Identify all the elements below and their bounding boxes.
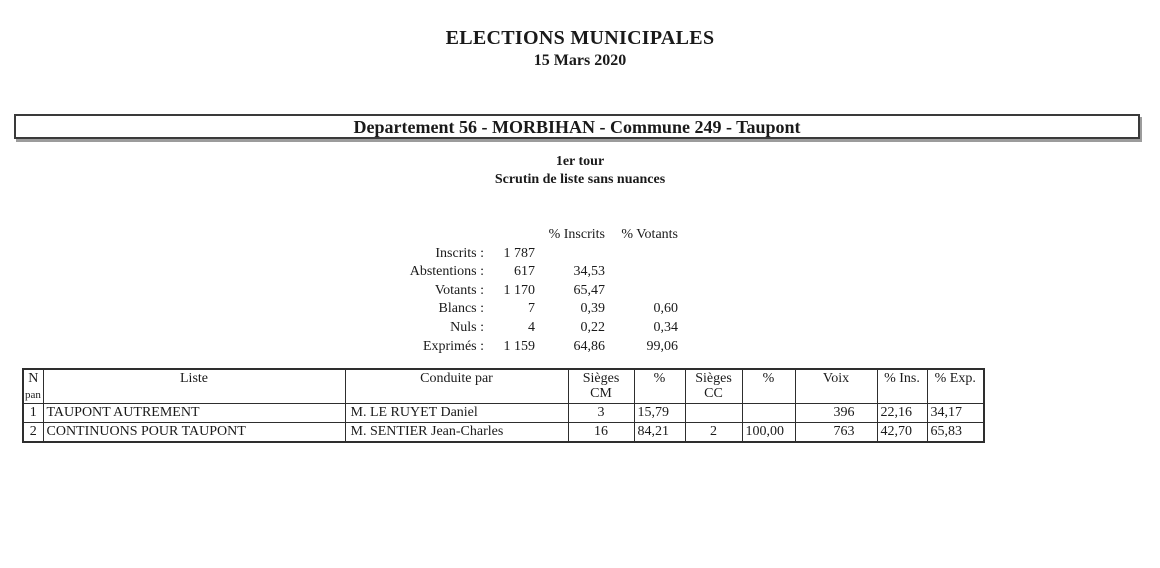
cell-liste: CONTINUONS POUR TAUPONT [43, 423, 345, 443]
cell-num-panneau: 1 [23, 404, 43, 423]
col-header-sieges-cm [568, 369, 634, 404]
cell-pct-ins: 22,16 [877, 404, 927, 423]
stats-pct-inscrits [535, 245, 605, 264]
stats-pct-votants [605, 282, 678, 301]
col-header-conduite-par: Conduite par [345, 369, 568, 404]
stats-value: 7 [528, 301, 535, 317]
stats-value: 1 787 [503, 245, 535, 261]
table-row [23, 423, 984, 443]
stats-pct-votants [605, 245, 678, 264]
col-header-sieges-cm-line2: CM [590, 386, 612, 401]
scrutin-label: Scrutin de liste sans nuances [494, 172, 666, 187]
cell-pct-cm: 15,79 [634, 404, 685, 423]
cell-liste: TAUPONT AUTREMENT [43, 404, 345, 423]
stats-pct-votants: 0,60 [653, 301, 678, 317]
cell-num-panneau: 2 [23, 423, 43, 443]
stats-label: Abstentions : [409, 264, 484, 280]
col-header-sieges-cc-line2: CC [704, 386, 723, 401]
cell-sieges-cc [685, 404, 742, 423]
stats-pct-votants [605, 263, 678, 282]
col-header-num-line1: N [28, 371, 39, 386]
cell-conduite-par: M. LE RUYET Daniel [345, 404, 568, 423]
cell-voix: 396 [795, 404, 877, 423]
table-row [23, 404, 984, 423]
stats-label: Inscrits : [435, 245, 484, 261]
stats-value: 4 [528, 319, 535, 335]
stats-pct-votants: 0,34 [653, 319, 678, 335]
stats-label: Votants : [434, 282, 484, 298]
col-header-pct-ins: % Ins. [877, 369, 927, 404]
cell-pct-cc: 100,00 [742, 423, 795, 443]
col-header-num-panneau [23, 369, 43, 404]
tour-label: 1er tour [555, 154, 605, 169]
stats-pct-votants: 99,06 [646, 338, 678, 354]
stats-pct-inscrits: 0,39 [580, 301, 605, 317]
page-title: ELECTIONS MUNICIPALES [445, 27, 715, 49]
cell-pct-cm: 84,21 [634, 423, 685, 443]
cell-sieges-cm: 3 [568, 404, 634, 423]
cell-pct-exp: 34,17 [927, 404, 984, 423]
election-date: 15 Mars 2020 [533, 52, 627, 69]
cell-pct-cc [742, 404, 795, 423]
stats-pct-inscrits: 64,86 [573, 338, 605, 354]
stats-header-pct-votants: % Votants [621, 227, 678, 242]
cell-sieges-cm: 16 [568, 423, 634, 443]
col-header-pct-cm: % [634, 369, 685, 404]
cell-voix: 763 [795, 423, 877, 443]
col-header-sieges-cc [685, 369, 742, 404]
col-header-pct-cc: % [742, 369, 795, 404]
cell-conduite-par: M. SENTIER Jean-Charles [345, 423, 568, 443]
participation-stats [364, 226, 678, 356]
col-header-sieges-cm-line1: Sièges [582, 371, 620, 386]
stats-label: Blancs : [438, 301, 484, 317]
stats-value: 1 170 [503, 282, 535, 298]
tour-block [0, 153, 1160, 189]
stats-spacer [484, 226, 535, 245]
col-header-liste: Liste [43, 369, 345, 404]
col-header-num-line2: pan [25, 389, 41, 401]
title-block [0, 27, 1160, 71]
results-header-row [23, 369, 984, 404]
stats-label: Nuls : [450, 319, 484, 335]
cell-sieges-cc: 2 [685, 423, 742, 443]
results-table [22, 368, 985, 443]
cell-pct-ins: 42,70 [877, 423, 927, 443]
stats-pct-inscrits: 0,22 [580, 319, 605, 335]
stats-pct-inscrits: 65,47 [573, 282, 605, 298]
stats-header-pct-inscrits: % Inscrits [548, 227, 605, 242]
stats-spacer [364, 226, 484, 245]
col-header-voix: Voix [795, 369, 877, 404]
stats-value: 1 159 [503, 338, 535, 354]
cell-pct-exp: 65,83 [927, 423, 984, 443]
department-commune-banner: Departement 56 - MORBIHAN - Commune 249 - Taupont [14, 114, 1140, 139]
col-header-sieges-cc-line1: Sièges [695, 371, 732, 386]
stats-label: Exprimés : [422, 338, 484, 354]
col-header-pct-exp: % Exp. [927, 369, 984, 404]
stats-pct-inscrits: 34,53 [573, 264, 605, 280]
stats-value: 617 [514, 264, 535, 280]
